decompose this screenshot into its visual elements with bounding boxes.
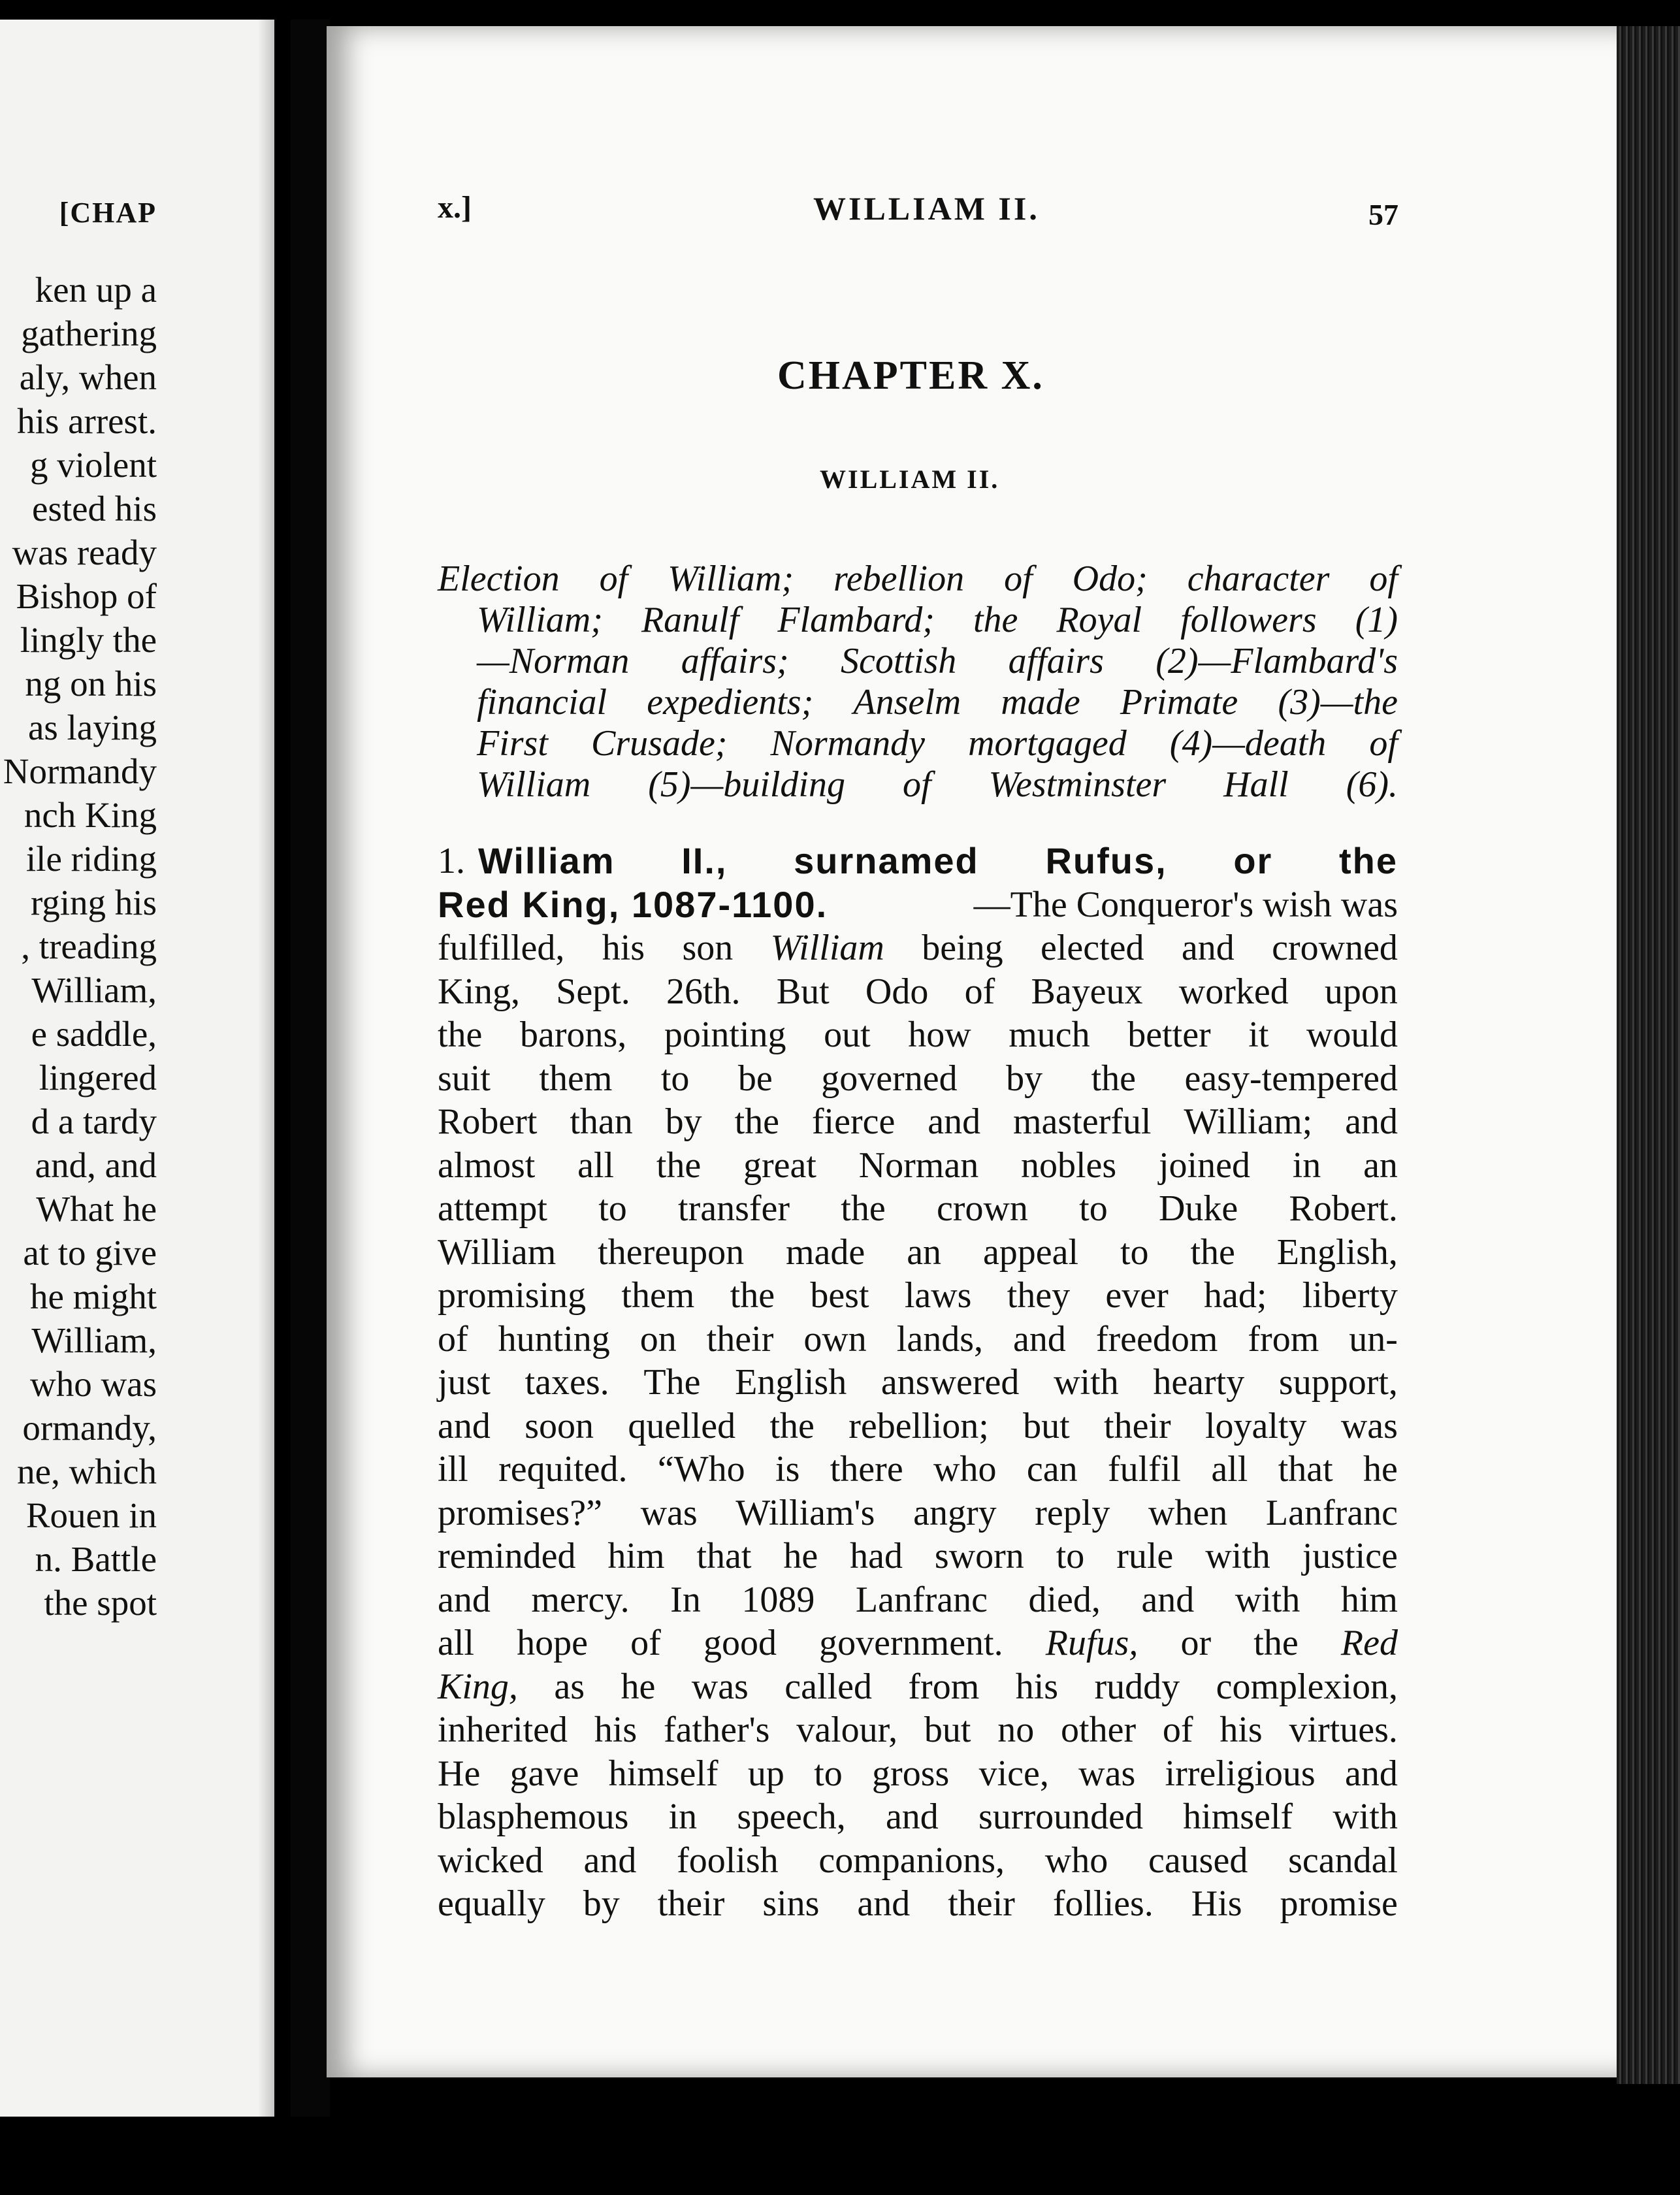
running-head-title: WILLIAM II. [813, 190, 1040, 227]
text-line: equally by their sins and their follies. His promise [438, 1883, 1398, 1924]
left-page-line: as laying [27, 707, 157, 747]
left-page-line: aly, when [19, 357, 157, 397]
left-page-line: William, [31, 1320, 157, 1360]
page-edges [1617, 26, 1680, 2084]
text-line: William (5)—building of Westminster Hall (6). [477, 764, 1398, 805]
left-page-line: at to give [23, 1233, 157, 1273]
left-page-line: ken up a [35, 270, 157, 310]
left-page-line: ormandy, [22, 1408, 157, 1448]
left-page-line: was ready [12, 532, 157, 572]
left-page-text [3, 268, 157, 1625]
text-line: attempt to transfer the crown to Duke Robert. [438, 1188, 1398, 1229]
text-line: He gave himself up to gross vice, was irreligious and [438, 1753, 1398, 1794]
left-page-line: lingly the [20, 620, 157, 660]
text-line: suit them to be governed by the easy-tempered [438, 1058, 1398, 1099]
text-line: William thereupon made an appeal to the English, [438, 1231, 1398, 1273]
text-line: —Norman affairs; Scottish affairs (2)—Flambard's [477, 641, 1398, 681]
left-page-line: Bishop of [16, 576, 157, 616]
left-page-line: gathering [21, 314, 157, 353]
running-head-chapter: x.] [438, 190, 472, 225]
text-line: King, as he was called from his ruddy complexion, [438, 1666, 1398, 1707]
body-line: —The Conqueror's wish was [973, 884, 1398, 925]
left-page-line: ile riding [25, 839, 157, 879]
text-line: financial expedients; Anselm made Primate (3)—the [477, 682, 1398, 723]
text-line: the barons, pointing out how much better it would [438, 1015, 1398, 1055]
body-lines [438, 926, 1398, 1926]
text-line: Robert than by the fierce and masterful William; and [438, 1101, 1398, 1142]
left-page-line: Normandy [3, 751, 157, 791]
left-page-line: ng on his [25, 664, 157, 704]
text-line: all hope of good government. Rufus, or the Red [438, 1623, 1398, 1663]
left-page-line: ested his [32, 489, 157, 528]
section-heading: William II., surnamed Rufus, or the [478, 840, 1398, 881]
left-page-line: , treading [21, 926, 157, 966]
right-page [327, 26, 1620, 2077]
text-line: promises?” was William's angry reply when Lanfranc [438, 1492, 1398, 1533]
left-page [0, 20, 274, 2117]
text-line: almost all the great Norman nobles joined in an [438, 1145, 1398, 1186]
chapter-heading: CHAPTER X. [777, 353, 1044, 398]
section-heading-date: Red King, 1087-1100. [438, 883, 828, 925]
left-gutter-shadow [258, 20, 274, 2117]
book-spine [291, 20, 330, 2117]
text-line: fulfilled, his son William being elected and crowned [438, 928, 1398, 968]
left-page-line: g violent [29, 445, 157, 485]
chapter-subtitle: WILLIAM II. [820, 464, 1000, 494]
left-page-line: What he [36, 1189, 157, 1229]
text-line: inherited his father's valour, but no other of his virtues. [438, 1710, 1398, 1750]
left-page-line: William, [31, 970, 157, 1010]
left-page-line: rging his [30, 883, 157, 922]
chapter-summary [438, 559, 1398, 805]
left-running-head: [CHAP [59, 197, 157, 229]
left-page-line: e saddle, [31, 1014, 157, 1054]
text-line: Election of William; rebellion of Odo; character of [438, 559, 1398, 599]
left-page-line: nch King [24, 795, 157, 835]
left-page-line: Rouen in [25, 1495, 157, 1535]
section-number: 1. [438, 841, 465, 881]
left-page-line: his arrest. [17, 401, 157, 441]
left-page-line: d a tardy [31, 1101, 157, 1141]
text-line: and mercy. In 1089 Lanfranc died, and with him [438, 1579, 1398, 1620]
text-line: just taxes. The English answered with hearty support, [438, 1362, 1398, 1403]
text-line: First Crusade; Normandy mortgaged (4)—death of [477, 723, 1398, 764]
left-page-line: the spot [44, 1583, 157, 1623]
text-line: reminded him that he had sworn to rule with justice [438, 1536, 1398, 1576]
text-line: ill requited. “Who is there who can fulfil all that he [438, 1449, 1398, 1489]
text-line: King, Sept. 26th. But Odo of Bayeux worked upon [438, 971, 1398, 1012]
left-page-line: ne, which [17, 1452, 157, 1491]
text-line: of hunting on their own lands, and freedom from un- [438, 1318, 1398, 1359]
left-page-line: n. Battle [35, 1539, 157, 1579]
body-text [438, 839, 1398, 1926]
text-line: and soon quelled the rebellion; but their loyalty was [438, 1405, 1398, 1446]
text-line: blasphemous in speech, and surrounded himself with [438, 1797, 1398, 1837]
left-page-line: he might [29, 1276, 157, 1316]
left-page-line: lingered [39, 1058, 157, 1098]
left-page-line: and, and [35, 1145, 157, 1185]
page-number: 57 [1368, 198, 1398, 231]
section-heading-line [438, 839, 1398, 883]
text-line: wicked and foolish companions, who caused scandal [438, 1840, 1398, 1881]
text-line: promising them the best laws they ever had; liberty [438, 1275, 1398, 1316]
text-line: William; Ranulf Flambard; the Royal followers (1) [477, 600, 1398, 640]
left-page-line: who was [29, 1364, 157, 1404]
section-heading-line-2 [438, 883, 1398, 927]
